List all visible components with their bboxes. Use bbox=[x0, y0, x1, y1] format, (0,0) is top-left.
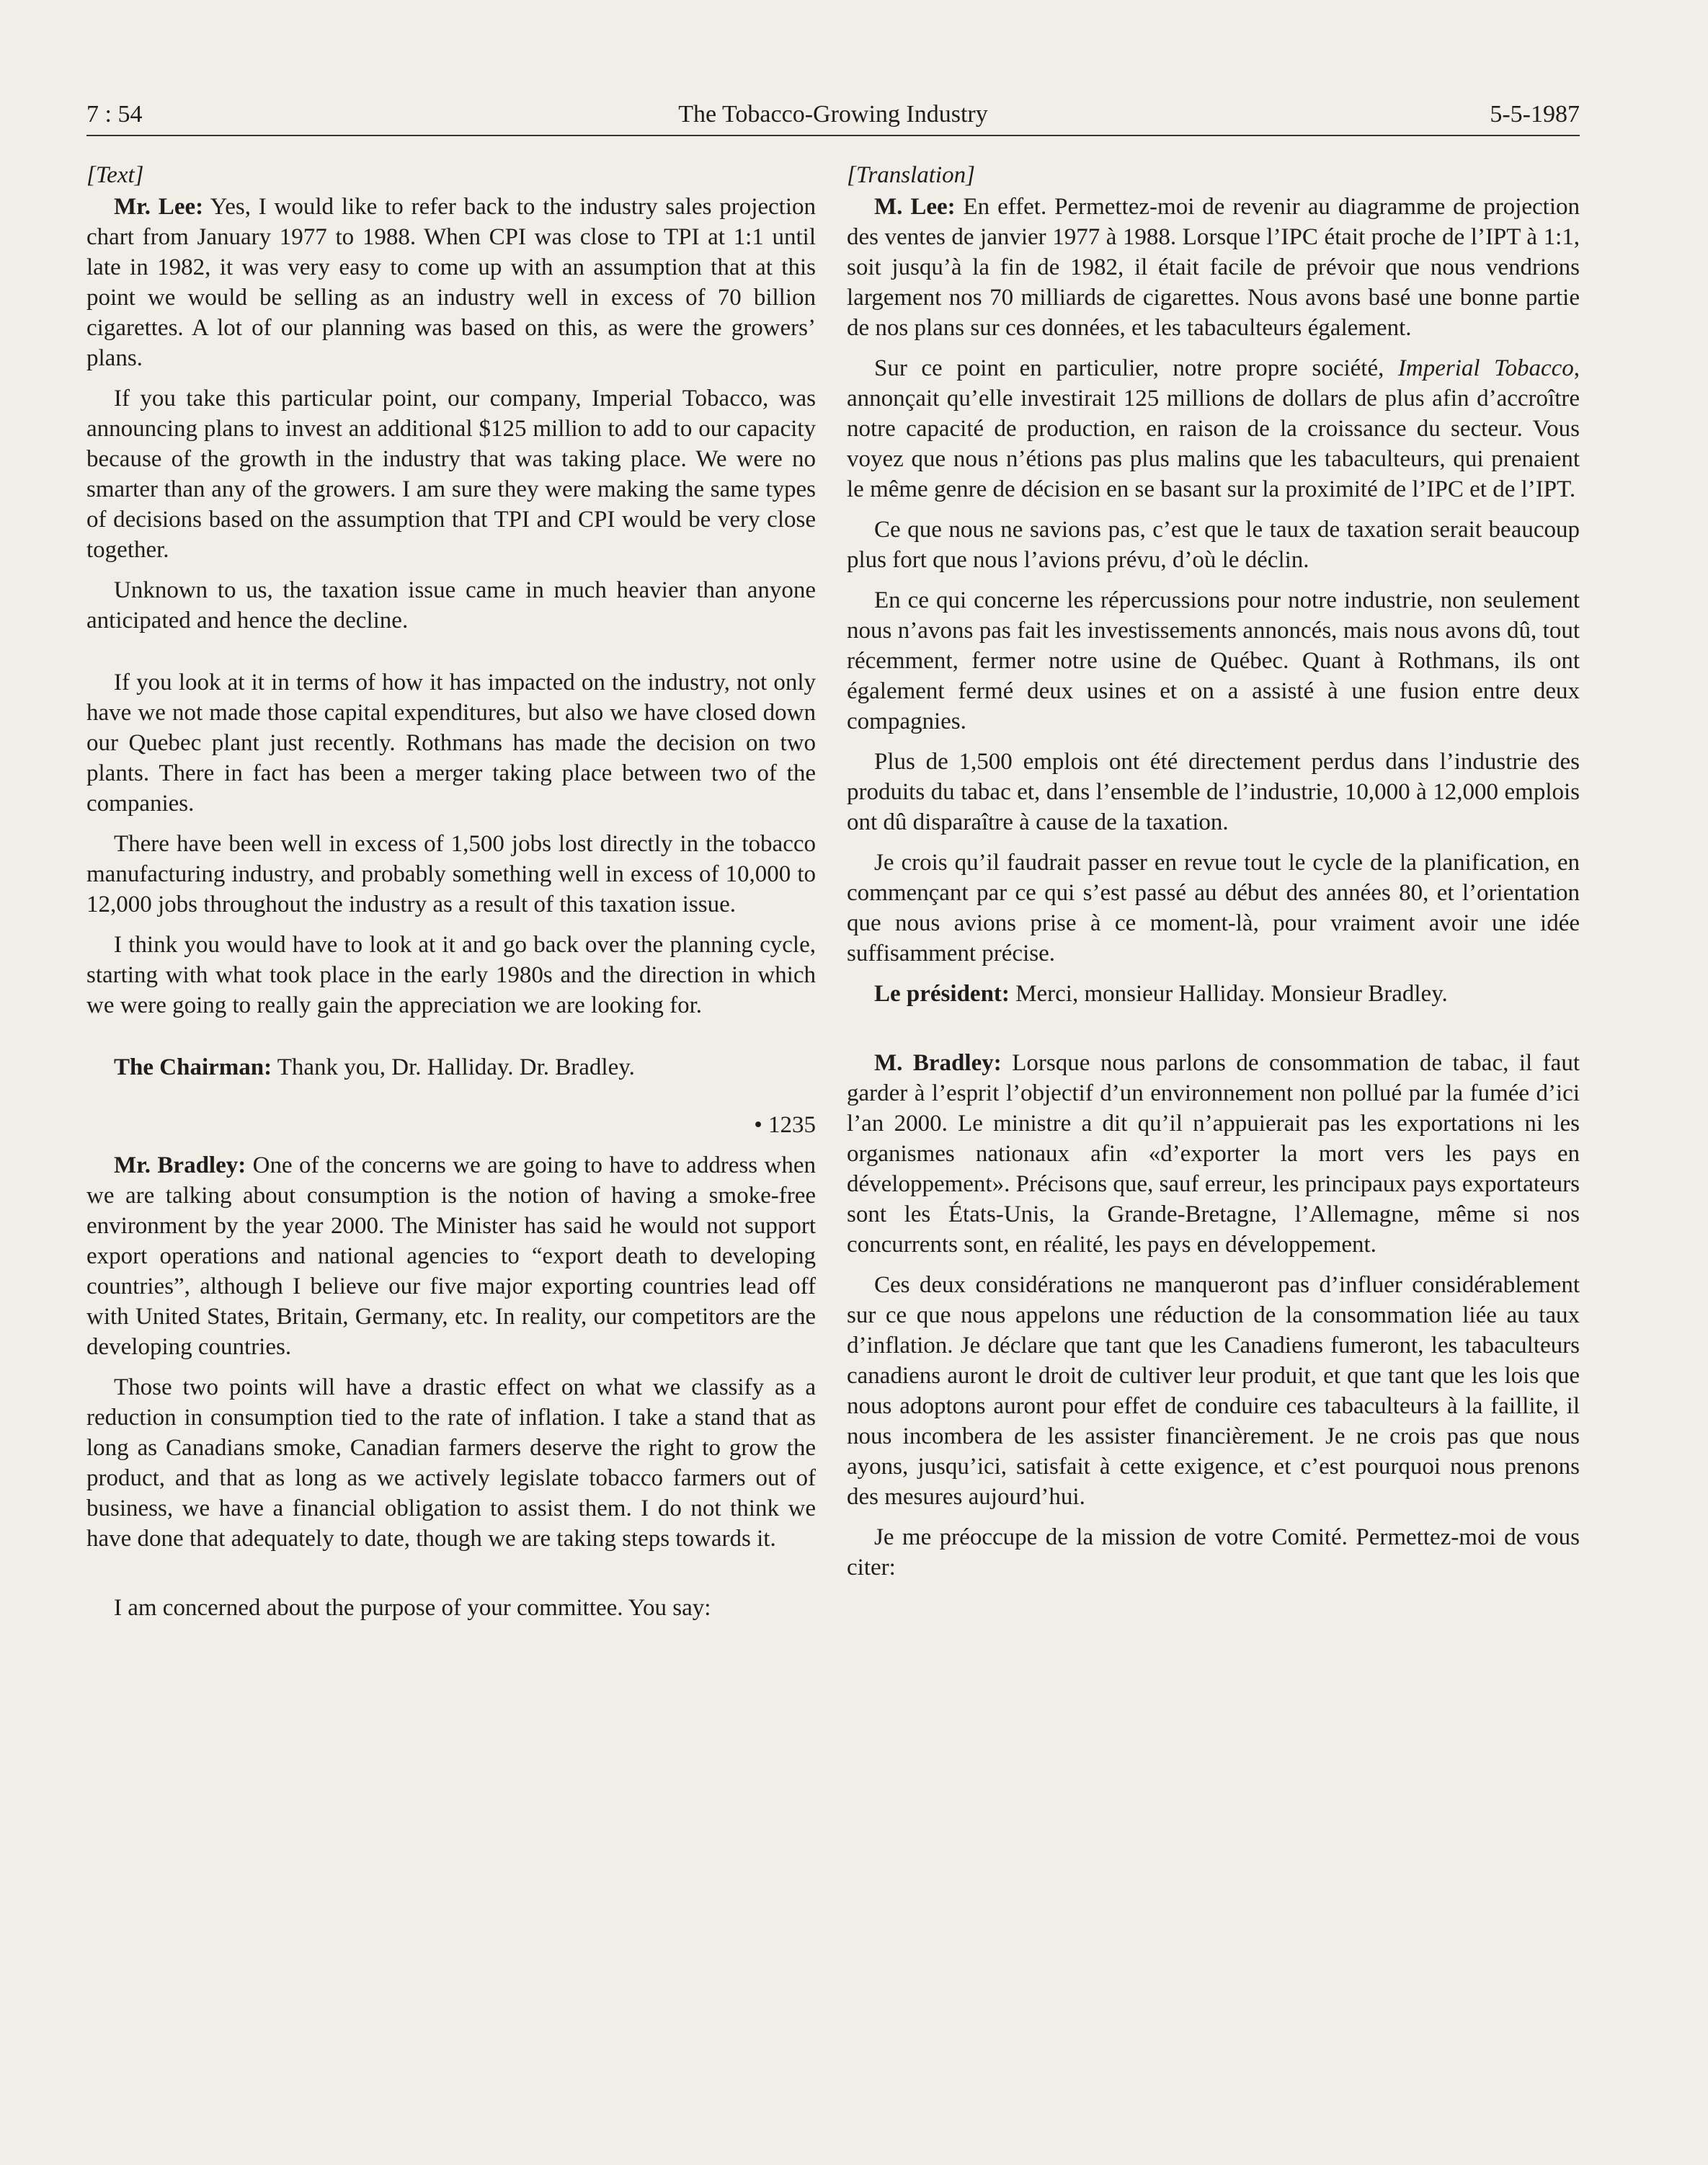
paragraph-text: Yes, I would like to refer back to the industry sales projection chart from January 1977 to 1988. When CPI was close to TPI at 1:1 until late in 1982, it was very easy to come up with an assumption that at this point we would be selling as an industry well in excess of 70 billion cigarettes. A lot of our planning was based on this, as were the growers’ plans. bbox=[86, 194, 816, 371]
speaker-name: M. Lee: bbox=[874, 194, 956, 220]
column-heading: [Translation] bbox=[847, 162, 975, 188]
paragraph bbox=[847, 353, 1580, 504]
speaker-name: The Chairman: bbox=[114, 1054, 272, 1080]
paragraph: I think you would have to look at it and go back over the planning cycle, starting with what took place in the early 1980s and the direction in which we were going to really gain the appreciation we are looking for. bbox=[86, 932, 816, 1018]
paragraph-text: Sur ce point en particulier, notre propre société, bbox=[874, 355, 1398, 381]
paragraph: I am concerned about the purpose of your committee. You say: bbox=[114, 1595, 711, 1621]
english-column bbox=[86, 160, 816, 1623]
running-title: The Tobacco-Growing Industry bbox=[678, 101, 988, 128]
paragraph-text: One of the concerns we are going to have to address when we are talking about consumption is the notion of having a smoke-free environment by the year 2000. The Minister has said he would not support export operations and national agencies to “export death to developing countries”, although I believe our five major exporting countries lead off with United States, Britain, Germany, etc. In reality, our competitors are the developing countries. bbox=[86, 1152, 816, 1360]
paragraph: If you take this particular point, our company, Imperial Tobacco, was announcing plans to invest an additional $125 million to add to our capacity because of the growth in the industry that was taking place. We were no smarter than any of the growers. I am sure they were making the same types of decisions based on the assumption that TPI and CPI would be very close together. bbox=[86, 386, 816, 563]
speaker-name: Le président: bbox=[874, 981, 1010, 1007]
paragraph bbox=[847, 192, 1580, 343]
paragraph: Unknown to us, the taxation issue came in much heavier than anyone anticipated and hence the decline. bbox=[86, 577, 816, 634]
header-date: 5-5-1987 bbox=[1490, 101, 1580, 128]
header-rule bbox=[86, 135, 1580, 136]
company-name: Imperial Tobacco bbox=[1397, 355, 1574, 381]
paragraph: Plus de 1,500 emplois ont été directement perdus dans l’industrie des produits du tabac et, dans l’ensemble de l’industrie, 10,000 à 12,000 emplois ont dû disparaître à cause de la taxation. bbox=[847, 749, 1580, 835]
paragraph bbox=[847, 979, 1580, 1009]
page-number: 7 : 54 bbox=[86, 101, 143, 128]
paragraph-text: Thank you, Dr. Halliday. Dr. Bradley. bbox=[272, 1054, 635, 1080]
paragraph: There have been well in excess of 1,500 jobs lost directly in the tobacco manufacturing industry, and probably something well in excess of 10,000 to 12,000 jobs throughout the industry as a result of this taxation issue. bbox=[86, 831, 816, 917]
speaker-name: M. Bradley: bbox=[874, 1050, 1002, 1076]
paragraph bbox=[86, 1150, 816, 1362]
paragraph: Ce que nous ne savions pas, c’est que le taux de taxation serait beaucoup plus fort que nous l’avions prévu, d’où le déclin. bbox=[847, 517, 1580, 573]
paragraph bbox=[86, 1052, 816, 1082]
french-column bbox=[847, 160, 1580, 1583]
paragraph: Those two points will have a drastic effect on what we classify as a reduction in consumption tied to the rate of inflation. I take a stand that as long as Canadians smoke, Canadian farmers deserve the right to grow the product, and that as long as we actively legislate tobacco farmers out of business, we have a financial obligation to assist them. I do not think we have done that adequately to date, though we are taking steps towards it. bbox=[86, 1374, 816, 1552]
paragraph: If you look at it in terms of how it has impacted on the industry, not only have we not made those capital expenditures, but also we have closed down our Quebec plant just recently. Rothmans has made the decision on two plants. There in fact has been a merger taking place between two of the companies. bbox=[86, 670, 816, 817]
column-heading: [Text] bbox=[86, 162, 144, 188]
page-header bbox=[86, 101, 1580, 137]
speaker-name: Mr. Lee: bbox=[114, 194, 204, 220]
paragraph-text: En effet. Permettez-moi de revenir au diagramme de projection des ventes de janvier 1977 à 1988. Lorsque l’IPC était proche de l’IPT à 1:1, soit jusqu’à la fin de 1982, il était facile de prévoir que nous vendrions largement nos 70 milliards de cigarettes. Nous avons basé une bonne partie de nos plans sur ces données, et les tabaculteurs également. bbox=[847, 194, 1580, 341]
paragraph-text: Merci, monsieur Halliday. Monsieur Bradley. bbox=[1009, 981, 1448, 1007]
time-marker: • 1235 bbox=[754, 1112, 816, 1138]
paragraph-text: , annonçait qu’elle investirait 125 millions de dollars de plus afin d’accroître notre capacité de production, en raison de la croissance du secteur. Vous voyez que nous n’étions pas plus malins que les tabaculteurs, qui prenaient le même genre de décision en se basant sur la proximité de l’IPC et de l’IPT. bbox=[847, 355, 1580, 502]
speaker-name: Mr. Bradley: bbox=[114, 1152, 246, 1178]
paragraph bbox=[86, 192, 816, 373]
paragraph-text: Lorsque nous parlons de consommation de tabac, il faut garder à l’esprit l’objectif d’un environnement non pollué par la fumée d’ici l’an 2000. Le ministre a dit qu’il n’appuierait pas les exportations ni les organismes nationaux afin «d’exporter la mort vers les pays en développement». Précisons que, sauf erreur, les principaux pays exportateurs sont les États-Unis, la Grande-Bretagne, l’Allemagne, même si nos concurrents sont, en réalité, les pays en développement. bbox=[847, 1050, 1580, 1258]
paragraph bbox=[847, 1048, 1580, 1260]
paragraph: Je crois qu’il faudrait passer en revue tout le cycle de la planification, en commençant par ce qui s’est passé au début des années 80, et l’orientation que nous avions prise à ce moment-là, pour vraiment avoir une idée suffisamment précise. bbox=[847, 850, 1580, 966]
paragraph: Je me préoccupe de la mission de votre Comité. Permettez-moi de vous citer: bbox=[847, 1524, 1580, 1581]
paragraph: En ce qui concerne les répercussions pour notre industrie, non seulement nous n’avons pas fait les investissements annoncés, mais nous avons dû, tout récemment, fermer notre usine de Québec. Quant à Rothmans, ils ont également fermé deux usines et on a assisté à une fusion entre deux compagnies. bbox=[847, 587, 1580, 734]
paragraph: Ces deux considérations ne manqueront pas d’influer considérablement sur ce que nous appelons une réduction de la consommation liée au taux d’inflation. Je déclare que tant que les Canadiens fumeront, les tabaculteurs canadiens auront le droit de cultiver leur produit, et que tant que les lois que nous adoptons auront pour effet de conduire ces tabaculteurs à la faillite, il nous incombera de les assister financièrement. Je ne crois pas que nous ayons, jusqu’ici, satisfait à cette exigence, et c’est pourquoi nous prenons des mesures aujourd’hui. bbox=[847, 1272, 1580, 1510]
